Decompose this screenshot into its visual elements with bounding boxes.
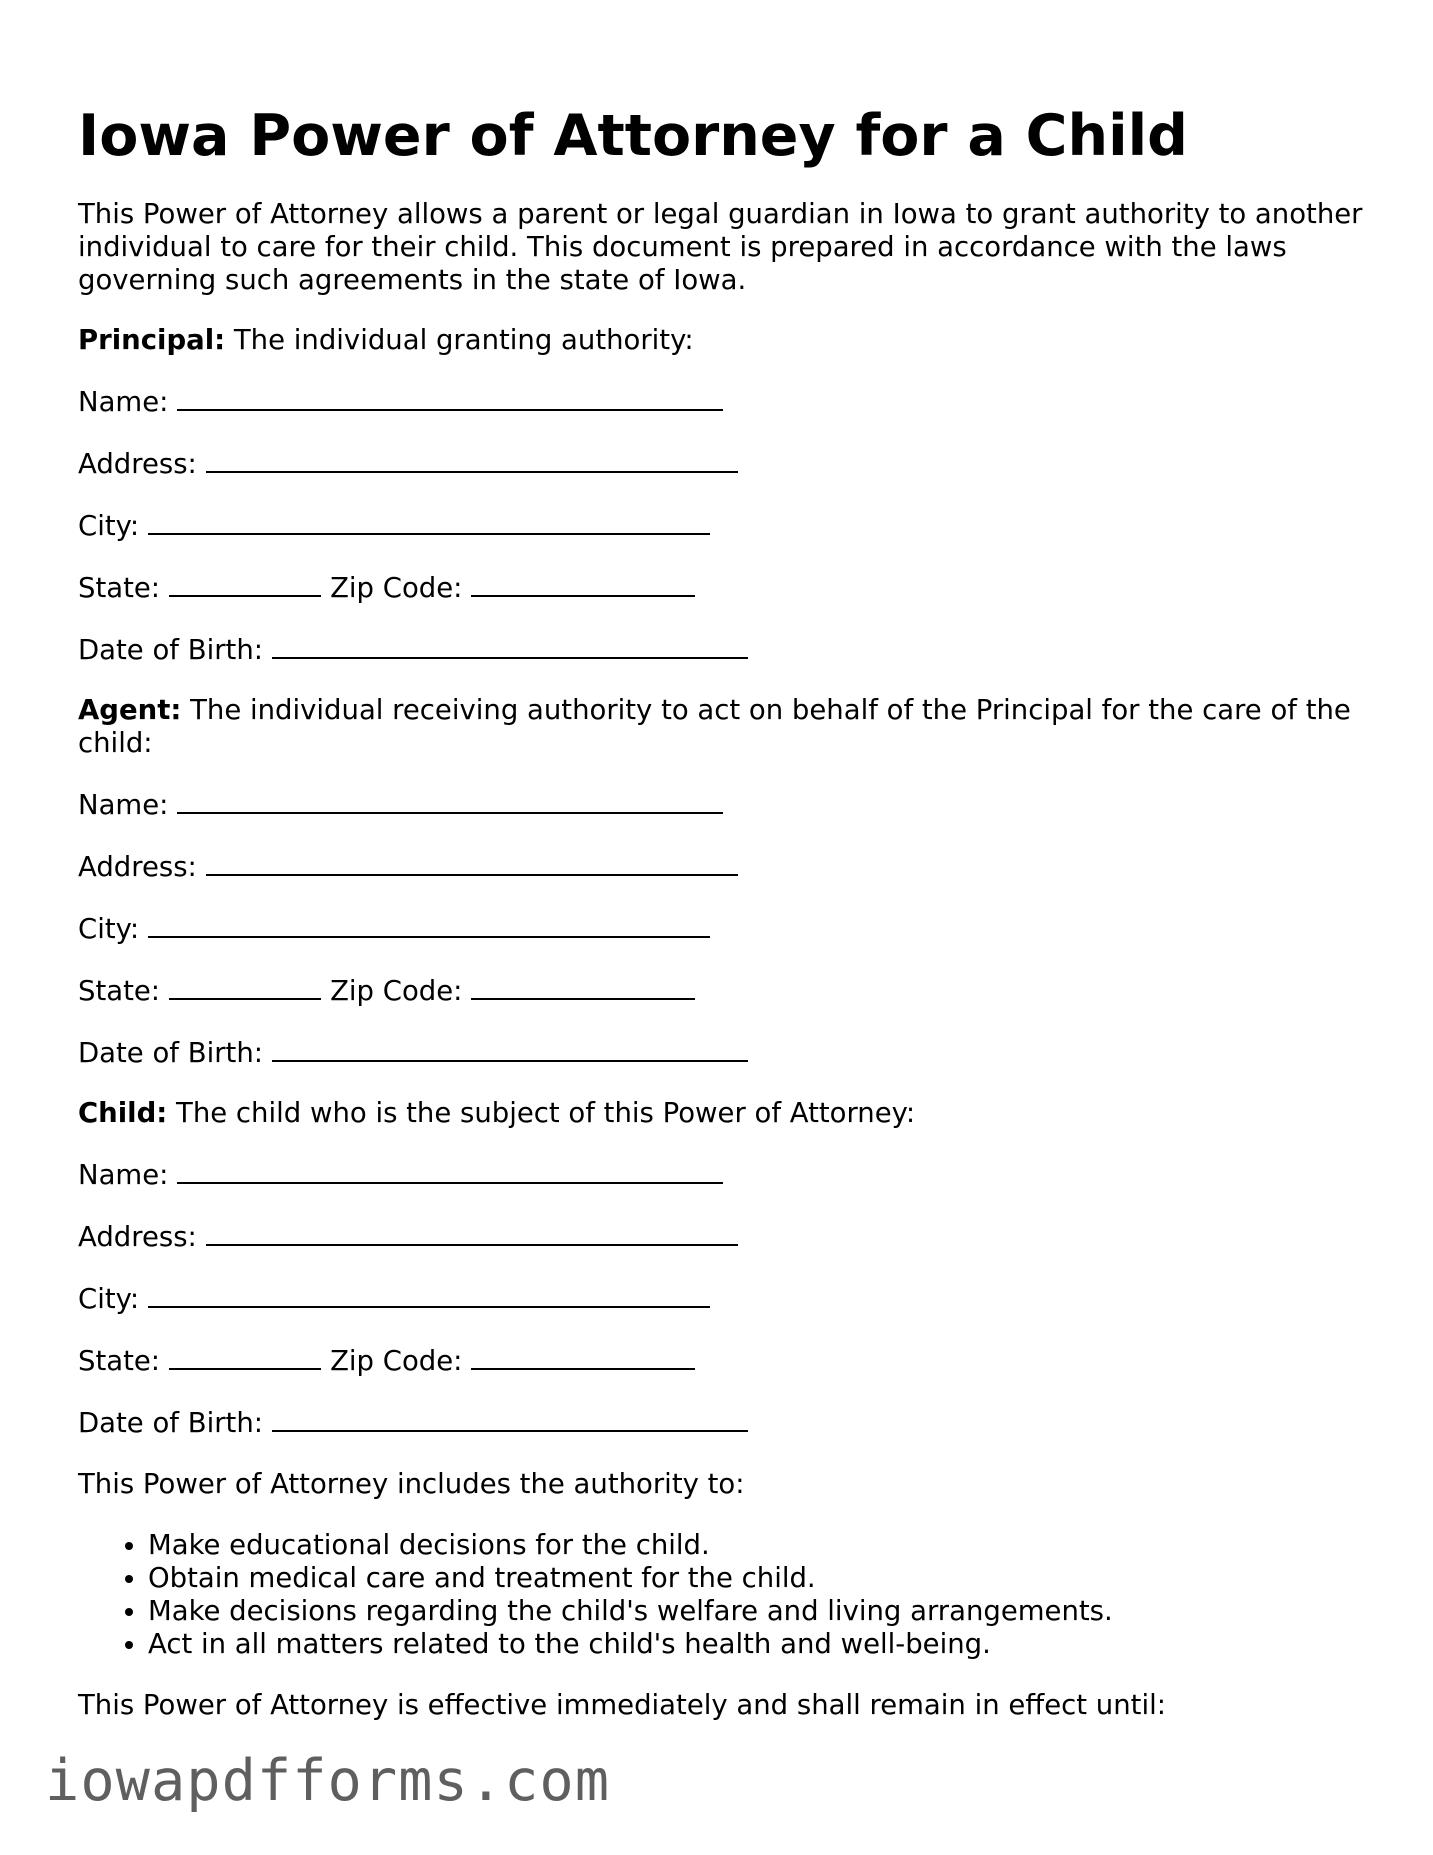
principal-dob-row bbox=[78, 633, 1368, 667]
child-name-field[interactable] bbox=[177, 1158, 723, 1184]
intro-paragraph: This Power of Attorney allows a parent or legal guardian in Iowa to grant authority to another individual to care for their child. This document is prepared in accordance with the laws governing such agreements in the state of Iowa. bbox=[78, 198, 1363, 296]
child-state-zip-row bbox=[78, 1344, 1368, 1378]
child-city-label: City: bbox=[78, 1283, 140, 1315]
child-address-label: Address: bbox=[78, 1221, 197, 1253]
principal-zip-label: Zip Code: bbox=[330, 572, 463, 604]
agent-state-field[interactable] bbox=[169, 974, 321, 1000]
list-item: • Obtain medical care and treatment for the child. bbox=[148, 1562, 1368, 1595]
agent-zip-label: Zip Code: bbox=[330, 975, 463, 1007]
child-city-row bbox=[78, 1282, 1368, 1316]
agent-label: Agent: bbox=[78, 694, 182, 726]
child-address-field[interactable] bbox=[206, 1220, 738, 1246]
powers-list bbox=[78, 1529, 1368, 1661]
agent-description: The individual receiving authority to act on behalf of the Principal for the care of the child: bbox=[78, 694, 1351, 759]
principal-state-label: State: bbox=[78, 572, 161, 604]
principal-label: Principal: bbox=[78, 324, 226, 356]
principal-name-row bbox=[78, 385, 1368, 419]
principal-state-zip-row bbox=[78, 571, 1368, 605]
site-watermark: iowapdfforms.com bbox=[45, 1748, 611, 1814]
child-zip-field[interactable] bbox=[471, 1344, 695, 1370]
agent-dob-row bbox=[78, 1036, 1368, 1070]
agent-dob-field[interactable] bbox=[272, 1036, 748, 1062]
principal-name-label: Name: bbox=[78, 386, 169, 418]
principal-city-field[interactable] bbox=[148, 509, 710, 535]
document-page bbox=[78, 96, 1368, 1722]
child-dob-label: Date of Birth: bbox=[78, 1407, 264, 1439]
principal-city-row bbox=[78, 509, 1368, 543]
agent-zip-field[interactable] bbox=[471, 974, 695, 1000]
principal-dob-label: Date of Birth: bbox=[78, 634, 264, 666]
child-zip-label: Zip Code: bbox=[330, 1345, 463, 1377]
agent-dob-label: Date of Birth: bbox=[78, 1037, 264, 1069]
list-item: • Act in all matters related to the child's health and well-being. bbox=[148, 1628, 1368, 1661]
agent-city-label: City: bbox=[78, 913, 140, 945]
agent-state-zip-row bbox=[78, 974, 1368, 1008]
agent-name-row bbox=[78, 788, 1368, 822]
agent-heading bbox=[78, 694, 1368, 760]
agent-address-field[interactable] bbox=[206, 850, 738, 876]
list-item: • Make decisions regarding the child's welfare and living arrangements. bbox=[148, 1595, 1368, 1628]
principal-address-label: Address: bbox=[78, 448, 197, 480]
child-state-field[interactable] bbox=[169, 1344, 321, 1370]
principal-heading bbox=[78, 324, 1368, 357]
child-name-label: Name: bbox=[78, 1159, 169, 1191]
principal-dob-field[interactable] bbox=[272, 633, 748, 659]
agent-city-row bbox=[78, 912, 1368, 946]
agent-address-label: Address: bbox=[78, 851, 197, 883]
child-name-row bbox=[78, 1158, 1368, 1192]
child-state-label: State: bbox=[78, 1345, 161, 1377]
child-dob-row bbox=[78, 1406, 1368, 1440]
authority-intro: This Power of Attorney includes the authority to: bbox=[78, 1468, 745, 1500]
child-label: Child: bbox=[78, 1097, 168, 1129]
child-address-row bbox=[78, 1220, 1368, 1254]
principal-address-field[interactable] bbox=[206, 447, 738, 473]
agent-address-row bbox=[78, 850, 1368, 884]
principal-address-row bbox=[78, 447, 1368, 481]
agent-city-field[interactable] bbox=[148, 912, 710, 938]
principal-name-field[interactable] bbox=[177, 385, 723, 411]
effective-statement: This Power of Attorney is effective immediately and shall remain in effect until: bbox=[78, 1689, 1166, 1721]
principal-zip-field[interactable] bbox=[471, 571, 695, 597]
child-description: The child who is the subject of this Power of Attorney: bbox=[167, 1097, 916, 1129]
child-city-field[interactable] bbox=[148, 1282, 710, 1308]
child-dob-field[interactable] bbox=[272, 1406, 748, 1432]
child-heading bbox=[78, 1097, 1368, 1130]
principal-city-label: City: bbox=[78, 510, 140, 542]
principal-description: The individual granting authority: bbox=[225, 324, 694, 356]
principal-state-field[interactable] bbox=[169, 571, 321, 597]
agent-name-field[interactable] bbox=[177, 788, 723, 814]
document-title: Iowa Power of Attorney for a Child bbox=[78, 103, 1188, 169]
list-item: • Make educational decisions for the child. bbox=[148, 1529, 1368, 1562]
agent-name-label: Name: bbox=[78, 789, 169, 821]
agent-state-label: State: bbox=[78, 975, 161, 1007]
